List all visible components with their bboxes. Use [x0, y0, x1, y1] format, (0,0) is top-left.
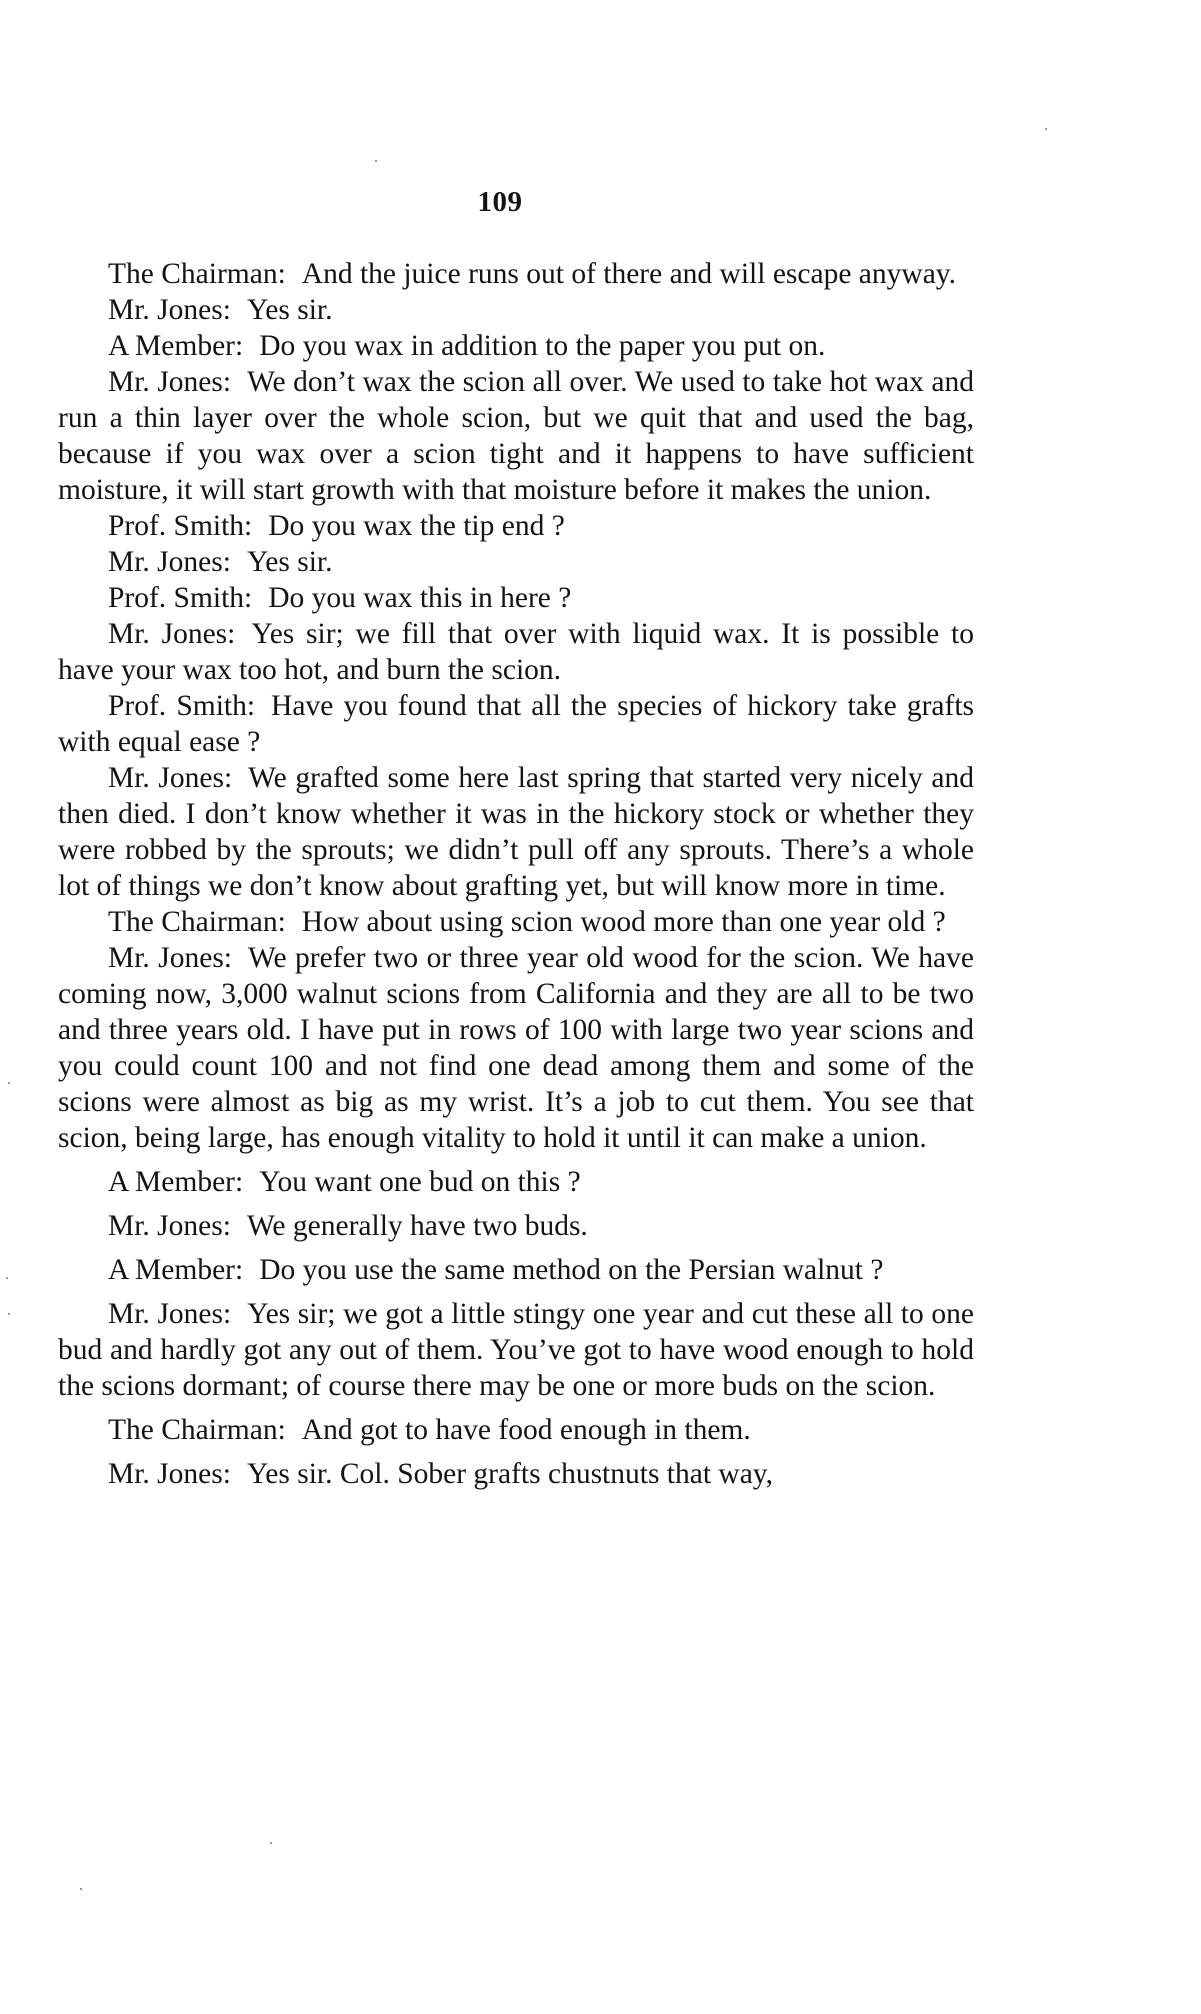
speech-text: Yes sir. Col. Sober grafts chustnuts that way, [246, 1458, 774, 1490]
speech-text: How about using scion wood more than one year old ? [301, 906, 946, 938]
paragraph-12 [58, 940, 974, 1156]
paragraph-9 [58, 688, 974, 760]
speaker-label: A Member: [108, 1254, 244, 1286]
paragraph-4 [58, 364, 974, 508]
scan-speck [80, 1888, 82, 1890]
paragraph-6 [58, 544, 974, 580]
paragraph-15 [58, 1252, 974, 1288]
speech-text: You want one bud on this ? [259, 1166, 581, 1198]
paragraph-10 [58, 760, 974, 904]
scan-speck [375, 160, 377, 162]
scan-speck [8, 1313, 10, 1315]
speech-text: We generally have two buds. [246, 1210, 588, 1242]
speech-text: Do you use the same method on the Persian walnut ? [259, 1254, 884, 1286]
scan-speck [270, 1842, 272, 1844]
speaker-label: Mr. Jones: [108, 942, 233, 974]
speech-text: Yes sir. [246, 294, 333, 326]
speaker-label: Mr. Jones: [108, 546, 231, 578]
speaker-label: Mr. Jones: [108, 618, 236, 650]
paragraph-17 [58, 1412, 974, 1448]
speech-text: And the juice runs out of there and will escape anyway. [301, 258, 957, 290]
paragraph-14 [58, 1208, 974, 1244]
speaker-label: Mr. Jones: [108, 762, 233, 794]
speaker-label: A Member: [108, 330, 244, 362]
speech-text: Do you wax in addition to the paper you put on. [259, 330, 826, 362]
scan-speck [6, 1277, 8, 1279]
speech-text: Yes sir; we fill that over with liquid wax. It is possible to have your wax too hot, and burn the scion. [58, 618, 974, 686]
paragraph-13 [58, 1164, 974, 1200]
transcript-body [58, 256, 974, 1492]
speaker-label: Prof. Smith: [108, 510, 253, 542]
scan-speck [8, 1082, 10, 1084]
speech-text: Do you wax this in here ? [268, 582, 572, 614]
paragraph-7 [58, 580, 974, 616]
speech-text: Yes sir; we got a little stingy one year and cut these all to one bud and hardly got any out of them. You’ve got to have wood enough to hold the scions dormant; of course there may be one or more buds on the scion. [58, 1298, 974, 1402]
speech-text: We prefer two or three year old wood for the scion. We have coming now, 3,000 walnut scions from California and they are all to be two and three years old. I have put in rows of 100 with large two year scions and you could count 100 and not find one dead among them and some of the scions were almost as big as my wrist. It’s a job to cut them. You see that scion, being large, has enough vitality to hold it until it can make a union. [58, 942, 974, 1154]
page-number: 109 [477, 186, 523, 218]
speech-text: Do you wax the tip end ? [268, 510, 565, 542]
speaker-label: A Member: [108, 1166, 244, 1198]
speaker-label: Prof. Smith: [108, 582, 253, 614]
speech-text: And got to have food enough in them. [301, 1414, 751, 1446]
speaker-label: The Chairman: [108, 1414, 286, 1446]
paragraph-2 [58, 292, 974, 328]
speaker-label: Mr. Jones: [108, 1458, 231, 1490]
speaker-label: Mr. Jones: [108, 1210, 231, 1242]
paragraph-3 [58, 328, 974, 364]
speech-text: We grafted some here last spring that started very nicely and then died. I don’t know whether it was in the hickory stock or whether they were robbed by the sprouts; we didn’t pull off any sprouts. There’s a whole lot of things we don’t know about grafting yet, but will know more in time. [58, 762, 974, 902]
paragraph-5 [58, 508, 974, 544]
speaker-label: Mr. Jones: [108, 366, 232, 398]
speech-text: Yes sir. [246, 546, 333, 578]
paragraph-8 [58, 616, 974, 688]
paragraph-11 [58, 904, 974, 940]
speaker-label: Prof. Smith: [108, 690, 256, 722]
speaker-label: Mr. Jones: [108, 1298, 232, 1330]
paragraph-1 [58, 256, 974, 292]
speech-text: We don’t wax the scion all over. We used to take hot wax and run a thin layer over the whole scion, but we quit that and used the bag, because if you wax over a scion tight and it happens to have sufficient moisture, it will start growth with that moisture before it makes the union. [58, 366, 974, 506]
scan-speck [1045, 128, 1047, 130]
speech-text: Have you found that all the species of hickory take grafts with equal ease ? [58, 690, 975, 758]
speaker-label: The Chairman: [108, 258, 286, 290]
speaker-label: The Chairman: [108, 906, 286, 938]
paragraph-18 [58, 1456, 974, 1492]
paragraph-16 [58, 1296, 974, 1404]
speaker-label: Mr. Jones: [108, 294, 231, 326]
